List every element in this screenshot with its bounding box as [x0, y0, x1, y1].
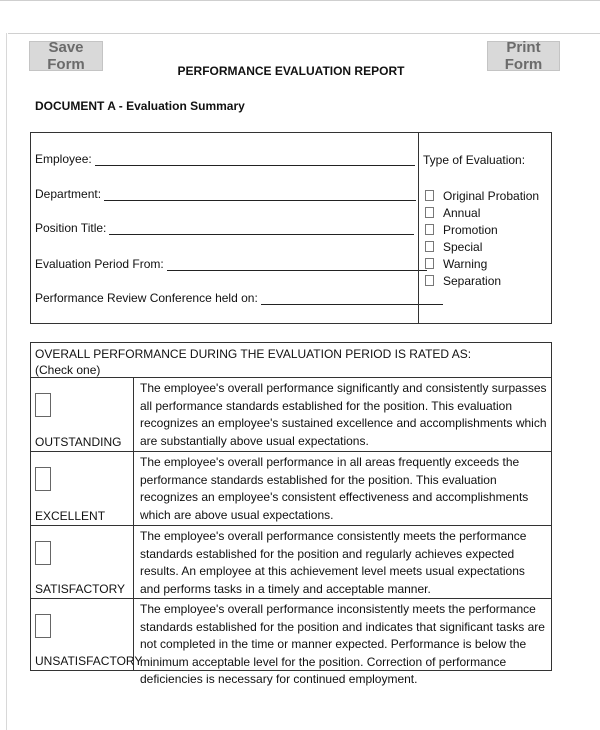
employee-field — [35, 152, 415, 166]
checkbox-separation[interactable] — [425, 275, 434, 286]
summary-column-divider — [418, 133, 419, 323]
checkbox-annual[interactable] — [425, 207, 434, 218]
checkbox-promotion[interactable] — [425, 224, 434, 235]
type-option-original-probation[interactable] — [425, 187, 539, 204]
evaluation-period-label: Evaluation Period From: — [35, 257, 164, 271]
type-option-annual[interactable] — [425, 204, 539, 221]
print-form-button[interactable]: Print Form — [487, 41, 560, 71]
checkbox-outstanding[interactable] — [35, 393, 51, 417]
type-option-warning[interactable] — [425, 255, 539, 272]
employee-label: Employee: — [35, 152, 92, 166]
rating-row-unsatisfactory — [31, 598, 551, 686]
review-conference-label: Performance Review Conference held on: — [35, 291, 258, 305]
type-option-separation[interactable] — [425, 272, 539, 289]
rating-header-line2: (Check one) — [35, 363, 101, 377]
type-of-evaluation-label: Type of Evaluation: — [423, 153, 526, 167]
checkbox-unsatisfactory[interactable] — [35, 614, 51, 638]
type-option-label: Separation — [443, 273, 502, 288]
left-divider — [6, 33, 7, 730]
checkbox-special[interactable] — [425, 241, 434, 252]
rating-label-excellent: EXCELLENT — [35, 509, 106, 523]
type-option-label: Annual — [443, 205, 481, 220]
rating-description-outstanding: The employee's overall performance significantly and consistently surpasses all performance standards established for the position. This evaluation recognizes an employee's sustained excellence and accomplishments which are substantially above usual expectations. — [140, 381, 547, 448]
department-label: Department: — [35, 187, 102, 201]
rating-choice-cell — [31, 378, 134, 451]
top-divider — [8, 33, 600, 34]
checkbox-warning[interactable] — [425, 258, 434, 269]
position-title-input[interactable] — [109, 222, 414, 235]
section-heading: DOCUMENT A - Evaluation Summary — [35, 99, 245, 113]
rating-row-satisfactory — [31, 525, 551, 598]
type-option-promotion[interactable] — [425, 221, 539, 238]
review-conference-field — [35, 291, 443, 305]
employee-input[interactable] — [95, 153, 415, 166]
type-option-special[interactable] — [425, 238, 539, 255]
rating-choice-cell — [31, 599, 143, 670]
rating-label-satisfactory: SATISFACTORY — [35, 582, 126, 596]
rating-description-satisfactory: The employee's overall performance consistently meets the performance standards established for the position and regularly achieves expected results. An employee at this achievement level meets usual expectations and performs tasks in a timely and acceptable manner. — [140, 529, 527, 596]
department-input[interactable] — [104, 188, 416, 201]
evaluation-summary-box — [30, 132, 552, 324]
rating-row-excellent — [31, 451, 551, 525]
rating-row-outstanding — [31, 377, 551, 451]
overall-rating-box — [30, 342, 552, 686]
checkbox-original-probation[interactable] — [425, 190, 434, 201]
position-title-field — [35, 221, 414, 235]
type-option-label: Special — [443, 239, 483, 254]
rating-description-unsatisfactory: The employee's overall performance inconsistently meets the performance standards established for the position and indicates that significant tasks are not completed in the time or manner expected. Performance is below the minimum acceptable level for the position. Correction of performance deficiencies is necessary for continued employment. — [140, 602, 545, 686]
rating-header-line1: OVERALL PERFORMANCE DURING THE EVALUATION PERIOD IS RATED AS: — [35, 347, 472, 361]
rating-label-outstanding: OUTSTANDING — [35, 435, 122, 449]
rating-label-unsatisfactory: UNSATISFACTORY — [35, 654, 143, 668]
type-option-label: Warning — [443, 256, 488, 271]
position-title-label: Position Title: — [35, 221, 107, 235]
rating-choice-cell — [31, 452, 134, 525]
rating-description-excellent: The employee's overall performance in all areas frequently exceeds the performance standards established for the position. This evaluation recognizes an employee's consistent effectiveness and accomplishments which are above usual expectations. — [140, 455, 529, 522]
save-form-button[interactable]: Save Form — [29, 41, 103, 71]
rating-choice-cell — [31, 526, 134, 598]
checkbox-satisfactory[interactable] — [35, 541, 51, 565]
checkbox-excellent[interactable] — [35, 467, 51, 491]
document-title: PERFORMANCE EVALUATION REPORT — [177, 64, 405, 78]
review-conference-input[interactable] — [261, 292, 443, 305]
rating-header — [35, 346, 471, 378]
type-option-label: Original Probation — [443, 188, 540, 203]
department-field — [35, 187, 416, 201]
type-of-evaluation-list — [425, 187, 539, 289]
type-option-label: Promotion — [443, 222, 498, 237]
evaluation-period-input[interactable] — [167, 258, 427, 271]
evaluation-period-field — [35, 257, 427, 271]
